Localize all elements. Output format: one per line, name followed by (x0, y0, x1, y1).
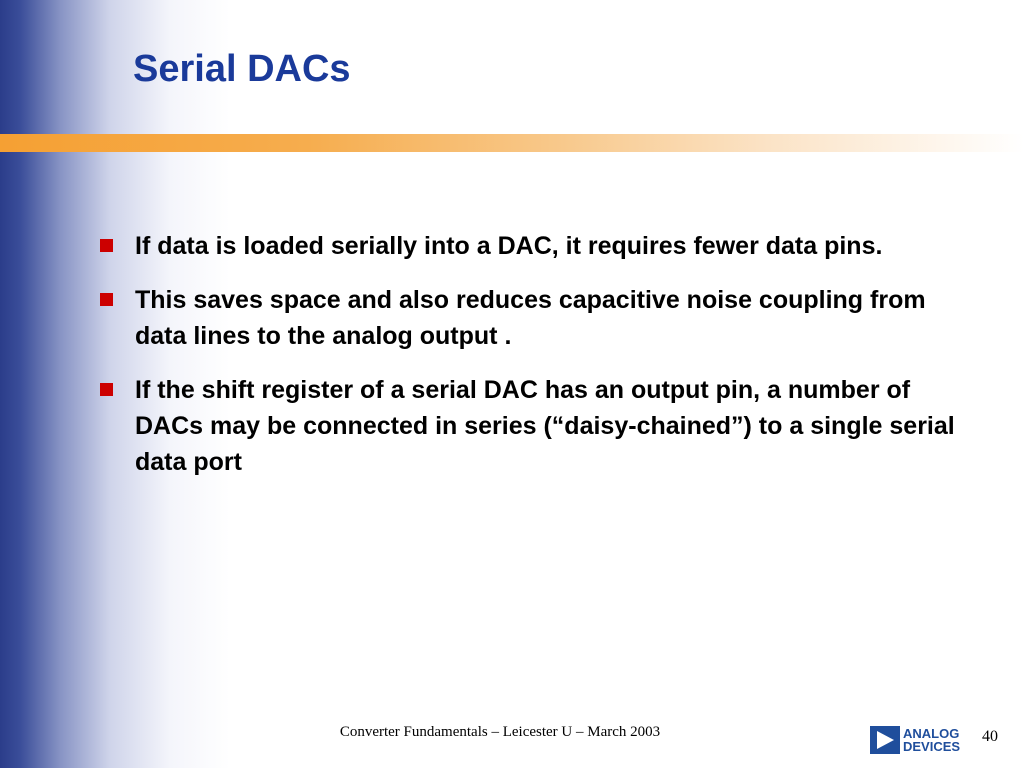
slide-title: Serial DACs (133, 48, 351, 90)
bullet-text: If data is loaded serially into a DAC, it requires fewer data pins. (135, 232, 883, 260)
bullet-item (96, 282, 976, 354)
logo-line-2: DEVICES (903, 739, 961, 754)
logo-line-1: ANALOG (903, 726, 960, 741)
page-number: 40 (982, 728, 998, 745)
bullet-text: This saves space and also reduces capacitive noise coupling from data lines to the analog output . (135, 286, 926, 350)
bullet-text: If the shift register of a serial DAC has an output pin, a number of DACs may be connected in series (“daisy-chained”) to a single serial data port (135, 376, 955, 476)
bullet-item (96, 372, 976, 480)
bullet-list (96, 228, 976, 498)
square-bullet-icon (100, 383, 113, 396)
footer-text: Converter Fundamentals – Leicester U – March 2003 (339, 724, 661, 740)
triangle-logo-icon (870, 726, 900, 754)
square-bullet-icon (100, 293, 113, 306)
square-bullet-icon (100, 239, 113, 252)
title-underline-bar (0, 134, 1024, 152)
logo-wordmark (903, 727, 960, 753)
analog-devices-logo (870, 724, 960, 756)
bullet-item (96, 228, 976, 264)
